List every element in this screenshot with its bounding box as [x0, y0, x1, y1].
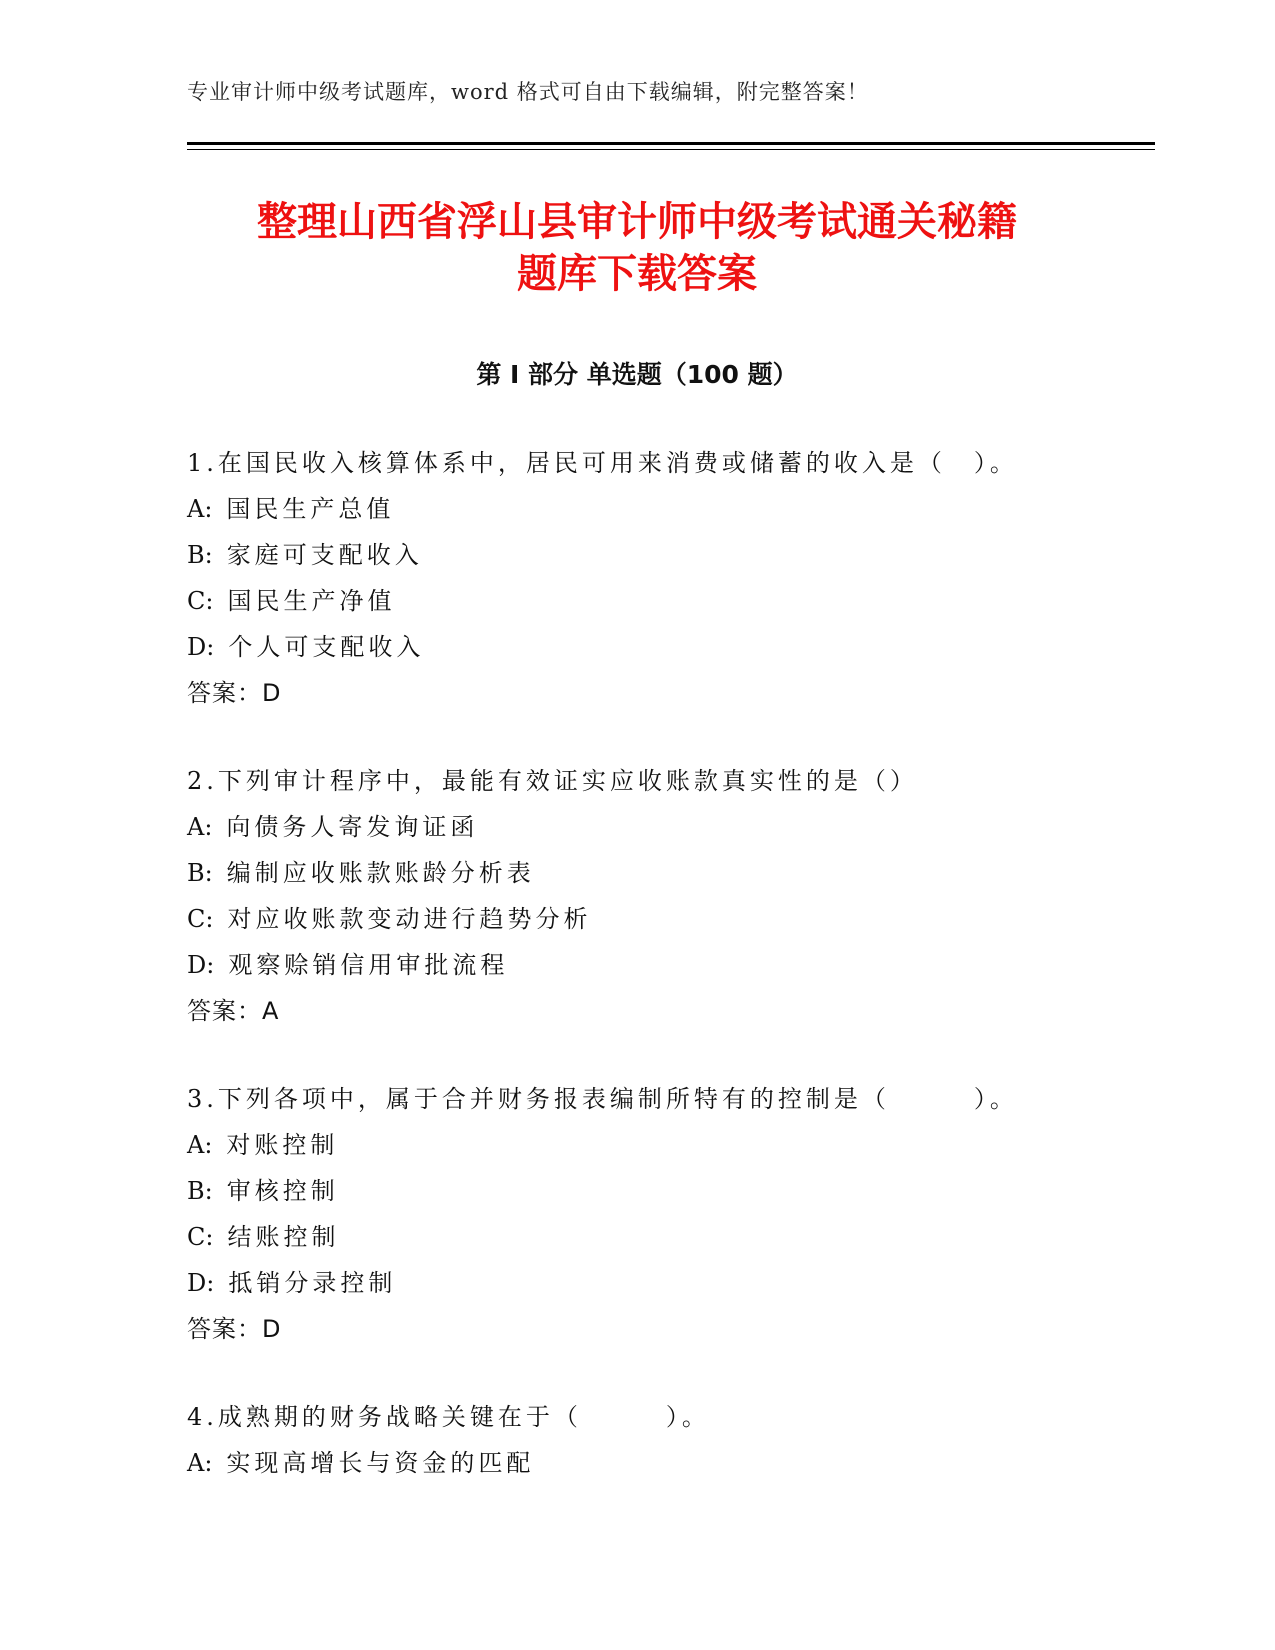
option-letter: C: [187, 1223, 214, 1251]
question-3 [187, 1076, 1155, 1352]
answer-line: 答案：D [187, 679, 282, 707]
answer-line: 答案：A [187, 997, 280, 1025]
option-text: 结账控制 [227, 1223, 340, 1251]
option-a [187, 1122, 1155, 1168]
option-letter: C: [187, 905, 214, 933]
option-d [187, 942, 1155, 988]
answer-line: 答案：D [187, 1315, 282, 1343]
option-letter: B: [187, 859, 213, 887]
question-stem: 4.成熟期的财务战略关键在于（ ）。 [187, 1403, 710, 1431]
option-text: 家庭可支配收入 [226, 541, 423, 569]
question-list [187, 440, 1155, 1528]
option-text: 向债务人寄发询证函 [226, 813, 479, 841]
header-rule-thin [187, 149, 1155, 150]
option-letter: B: [187, 1177, 213, 1205]
question-4 [187, 1394, 1155, 1486]
option-text: 国民生产总值 [226, 495, 395, 523]
option-letter: A: [187, 1131, 213, 1159]
option-d [187, 1260, 1155, 1306]
option-letter: C: [187, 587, 214, 615]
option-c [187, 1214, 1155, 1260]
question-1 [187, 440, 1155, 716]
option-letter: A: [187, 495, 213, 523]
section-heading: 第 I 部分 单选题（100 题） [476, 360, 798, 389]
option-letter: D: [187, 633, 215, 661]
option-letter: B: [187, 541, 213, 569]
document-title-line-2: 题库下载答案 [517, 251, 757, 297]
option-a [187, 486, 1155, 532]
option-c [187, 578, 1155, 624]
option-text: 抵销分录控制 [228, 1269, 397, 1297]
option-text: 对应收账款变动进行趋势分析 [227, 905, 592, 933]
option-letter: A: [187, 1449, 213, 1477]
option-text: 观察赊销信用审批流程 [228, 951, 509, 979]
option-text: 实现高增长与资金的匹配 [226, 1449, 535, 1477]
option-text: 编制应收账款账龄分析表 [226, 859, 535, 887]
option-b [187, 850, 1155, 896]
option-a [187, 804, 1155, 850]
option-letter: D: [187, 1269, 215, 1297]
question-2 [187, 758, 1155, 1034]
option-d [187, 624, 1155, 670]
header-note: 专业审计师中级考试题库，word 格式可自由下载编辑，附完整答案！ [187, 80, 869, 104]
question-stem: 1.在国民收入核算体系中，居民可用来消费或储蓄的收入是（ ）。 [187, 449, 1018, 477]
option-text: 审核控制 [226, 1177, 339, 1205]
option-b [187, 532, 1155, 578]
option-a [187, 1440, 1155, 1486]
option-b [187, 1168, 1155, 1214]
option-letter: A: [187, 813, 213, 841]
option-text: 对账控制 [226, 1131, 339, 1159]
option-letter: D: [187, 951, 215, 979]
header-rule-thick [187, 142, 1155, 145]
question-stem: 2.下列审计程序中，最能有效证实应收账款真实性的是（） [187, 767, 918, 795]
option-text: 国民生产净值 [227, 587, 396, 615]
document-title [187, 196, 1087, 300]
question-stem: 3.下列各项中，属于合并财务报表编制所特有的控制是（ ）。 [187, 1085, 1018, 1113]
option-c [187, 896, 1155, 942]
document-title-line-1: 整理山西省浮山县审计师中级考试通关秘籍 [257, 199, 1017, 245]
option-text: 个人可支配收入 [228, 633, 425, 661]
